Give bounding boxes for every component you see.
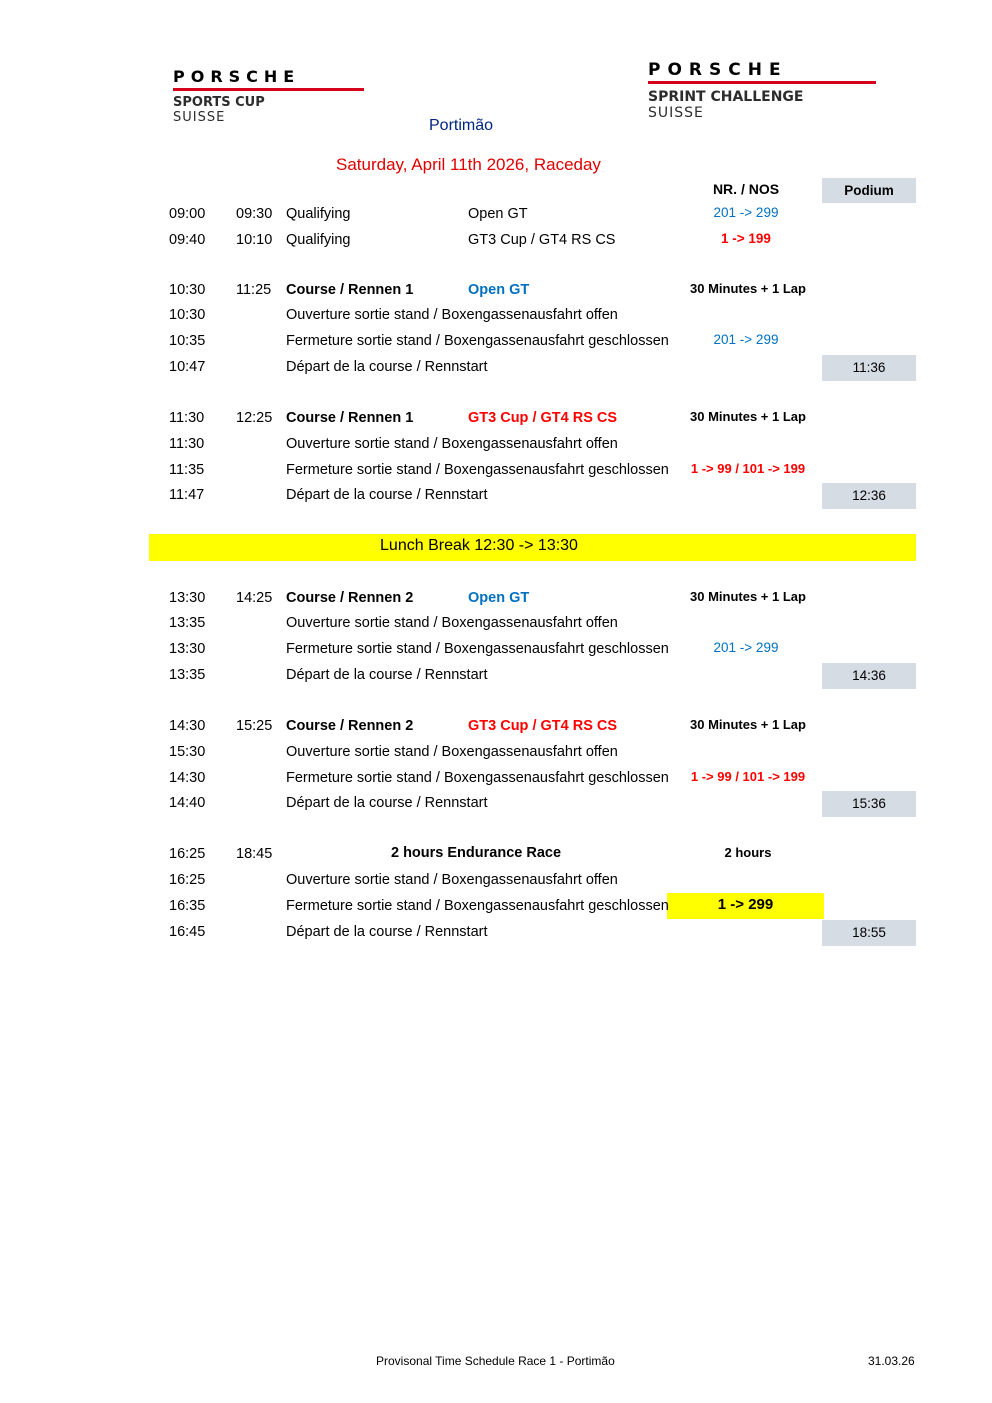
step-label: Ouverture sortie stand / Boxengassenausfahrt offen (286, 615, 618, 631)
podium-header: Podium (822, 178, 916, 203)
step-time: 16:25 (169, 872, 206, 888)
step-label: Fermeture sortie stand / Boxengassenausfahrt geschlossen (286, 333, 669, 349)
race-duration: 30 Minutes + 1 Lap (690, 717, 806, 732)
race-duration: 30 Minutes + 1 Lap (690, 281, 806, 296)
end-time: 18:45 (236, 846, 273, 862)
step-label: Départ de la course / Rennstart (286, 359, 488, 375)
race-class: GT3 Cup / GT4 RS CS (468, 410, 618, 426)
start-time: 14:30 (169, 718, 206, 734)
step-time: 13:30 (169, 641, 206, 657)
session-label: Qualifying (286, 206, 351, 222)
footer-title: Provisonal Time Schedule Race 1 - Portimão (376, 1354, 615, 1368)
end-time: 10:10 (236, 232, 273, 248)
podium-time: 15:36 (822, 791, 916, 817)
car-numbers: 1 -> 99 / 101 -> 199 (690, 769, 806, 784)
lunch-break-label: Lunch Break 12:30 -> 13:30 (380, 537, 578, 554)
start-time: 10:30 (169, 282, 206, 298)
race-duration: 30 Minutes + 1 Lap (690, 409, 806, 424)
footer-date: 31.03.26 (868, 1354, 915, 1368)
car-numbers: 1 -> 199 (721, 231, 771, 246)
step-time: 16:45 (169, 924, 206, 940)
car-numbers: 1 -> 299 (717, 896, 774, 913)
race-class: GT3 Cup / GT4 RS CS (468, 718, 618, 734)
logo-line1: SPRINT CHALLENGE (648, 89, 804, 105)
start-time: 16:25 (169, 846, 206, 862)
logo-red-line (648, 81, 876, 84)
car-numbers: 201 -> 299 (713, 332, 779, 347)
end-time: 12:25 (236, 410, 273, 426)
end-time: 09:30 (236, 206, 273, 222)
step-time: 11:35 (169, 462, 205, 478)
car-numbers: 1 -> 99 / 101 -> 199 (690, 461, 806, 476)
step-label: Départ de la course / Rennstart (286, 795, 488, 811)
race-title: Course / Rennen 1 (286, 410, 414, 426)
logo-line2: SUISSE (173, 110, 226, 125)
class-label: Open GT (468, 206, 528, 222)
step-time: 10:35 (169, 333, 206, 349)
logo-wordmark: PORSCHE (648, 60, 788, 80)
step-label: Départ de la course / Rennstart (286, 487, 488, 503)
race-duration: 2 hours (724, 845, 772, 860)
race-duration: 30 Minutes + 1 Lap (690, 589, 806, 604)
race-class: Open GT (468, 282, 530, 298)
numbers-header: NR. / NOS (712, 181, 780, 197)
step-label: Ouverture sortie stand / Boxengassenausfahrt offen (286, 872, 618, 888)
race-class: Open GT (468, 590, 530, 606)
step-label: Fermeture sortie stand / Boxengassenausfahrt geschlossen (286, 898, 669, 914)
end-time: 15:25 (236, 718, 273, 734)
step-label: Fermeture sortie stand / Boxengassenausfahrt geschlossen (286, 462, 669, 478)
step-time: 14:30 (169, 770, 206, 786)
step-time: 16:35 (169, 898, 206, 914)
step-time: 13:35 (169, 667, 206, 683)
step-time: 11:30 (169, 436, 205, 452)
car-numbers: 201 -> 299 (713, 205, 779, 220)
step-time: 13:35 (169, 615, 206, 631)
step-time: 11:47 (169, 487, 205, 503)
race-title: Course / Rennen 1 (286, 282, 414, 298)
logo-red-line (173, 88, 364, 91)
podium-time: 18:55 (822, 920, 916, 946)
podium-time: 11:36 (822, 355, 916, 381)
session-label: Qualifying (286, 232, 351, 248)
logo-line1: SPORTS CUP (173, 95, 265, 110)
class-label: GT3 Cup / GT4 RS CS (468, 232, 616, 248)
logo-wordmark: PORSCHE (173, 67, 301, 86)
podium-time: 14:36 (822, 663, 916, 689)
step-time: 15:30 (169, 744, 206, 760)
end-time: 14:25 (236, 590, 273, 606)
start-time: 09:00 (169, 206, 206, 222)
race-title: 2 hours Endurance Race (390, 845, 562, 861)
step-time: 10:30 (169, 307, 206, 323)
step-time: 10:47 (169, 359, 206, 375)
race-title: Course / Rennen 2 (286, 590, 414, 606)
step-label: Ouverture sortie stand / Boxengassenausfahrt offen (286, 744, 618, 760)
start-time: 13:30 (169, 590, 206, 606)
venue-title: Portimão (429, 117, 494, 134)
step-label: Ouverture sortie stand / Boxengassenausfahrt offen (286, 307, 618, 323)
step-label: Départ de la course / Rennstart (286, 667, 488, 683)
podium-time: 12:36 (822, 483, 916, 509)
logo-line2: SUISSE (648, 105, 704, 121)
step-label: Ouverture sortie stand / Boxengassenausfahrt offen (286, 436, 618, 452)
start-time: 11:30 (169, 410, 205, 426)
start-time: 09:40 (169, 232, 206, 248)
race-title: Course / Rennen 2 (286, 718, 414, 734)
step-time: 14:40 (169, 795, 206, 811)
step-label: Fermeture sortie stand / Boxengassenausfahrt geschlossen (286, 770, 669, 786)
car-numbers: 201 -> 299 (713, 640, 779, 655)
step-label: Départ de la course / Rennstart (286, 924, 488, 940)
end-time: 11:25 (236, 282, 272, 298)
day-title: Saturday, April 11th 2026, Raceday (336, 155, 601, 174)
step-label: Fermeture sortie stand / Boxengassenausfahrt geschlossen (286, 641, 669, 657)
